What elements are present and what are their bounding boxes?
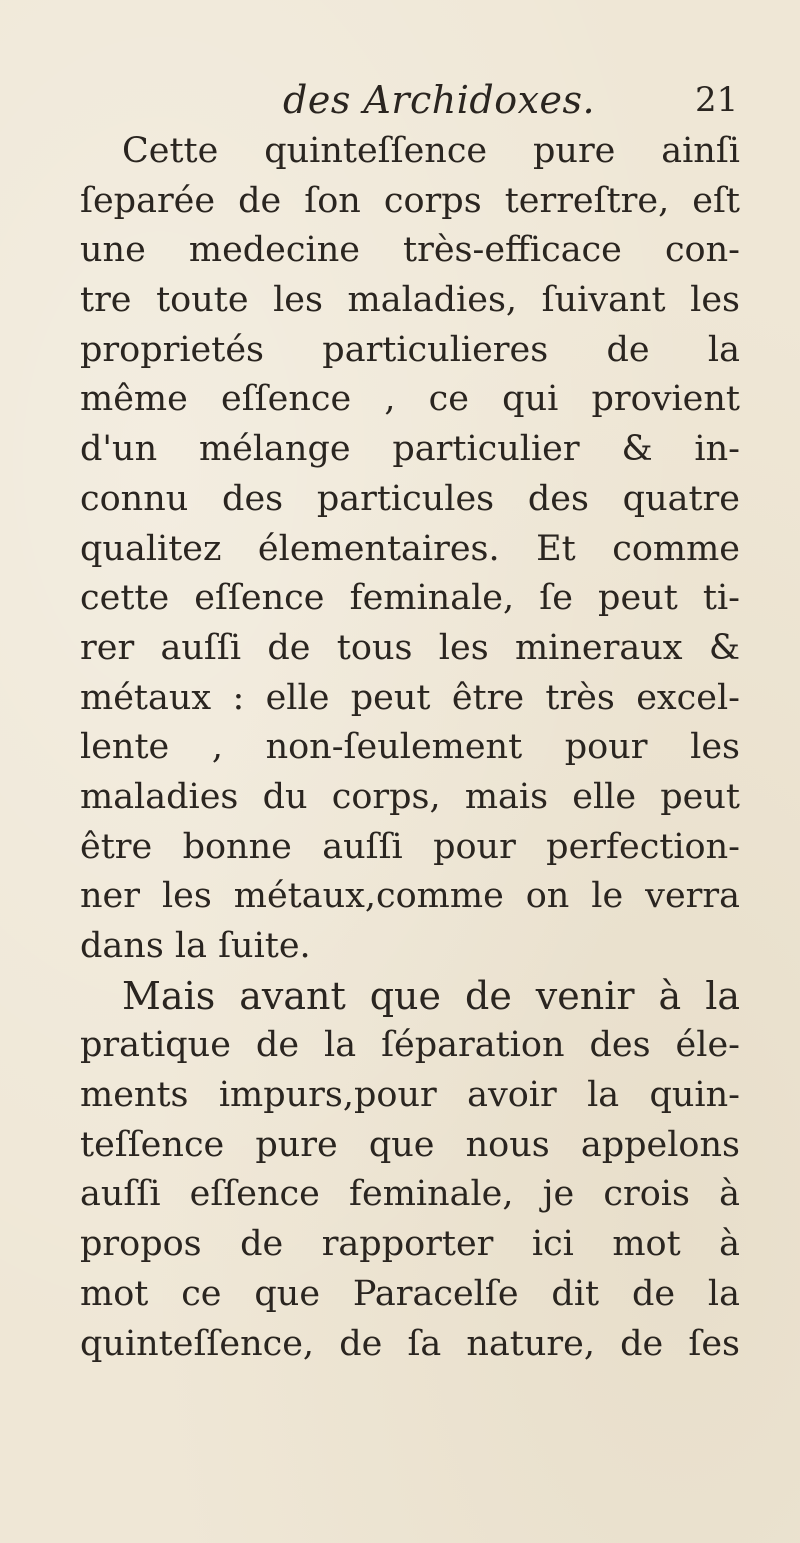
- text-line: cette eſſence feminale, ſe peut ti-: [80, 578, 740, 619]
- text-line: qualitez élementaires. Et comme: [80, 528, 740, 569]
- text-line: teſſence pure que nous appelons: [80, 1124, 740, 1165]
- text-line: connu des particules des quatre: [80, 478, 740, 519]
- text-line: même eſſence , ce qui provient: [80, 379, 740, 420]
- text-line: lente , non-ſeulement pour les: [80, 727, 740, 768]
- text-line: une medecine très-efficace con-: [80, 230, 740, 271]
- text-line: d'un mélange particulier & in-: [80, 429, 740, 470]
- text-line: quinteſſence, de ſa nature, de ſes: [80, 1323, 740, 1364]
- text-line: Mais avant que de venir à la: [122, 973, 740, 1018]
- text-line: auſſi eſſence feminale, je crois à: [80, 1174, 740, 1215]
- text-line: proprietés particulieres de la: [80, 329, 740, 370]
- text-line: ner les métaux,comme on le verra: [80, 876, 740, 917]
- text-line: rer auſſi de tous les mineraux &: [80, 627, 740, 668]
- text-line: mot ce que Paracelſe dit de la: [80, 1273, 740, 1314]
- page-number: 21: [695, 80, 739, 120]
- text-line: tre toute les maladies, ſuivant les: [80, 280, 740, 321]
- text-line: propos de rapporter ici mot à: [80, 1224, 740, 1265]
- text-line: ſeparée de ſon corps terreſtre, eſt: [80, 180, 740, 221]
- running-head: [0, 70, 800, 130]
- body-text: [80, 127, 740, 1369]
- text-line: dans la ſuite.: [80, 926, 311, 966]
- running-title: des Archidoxes.: [283, 78, 596, 122]
- text-line: pratique de la ſéparation des éle-: [80, 1025, 740, 1066]
- text-line: maladies du corps, mais elle peut: [80, 776, 740, 817]
- text-line: être bonne auſſi pour perfection-: [80, 826, 740, 867]
- text-line: Cette quinteſſence pure ainſi: [122, 131, 740, 171]
- text-line: métaux : elle peut être très excel-: [80, 677, 740, 718]
- text-line: ments impurs,pour avoir la quin-: [80, 1075, 740, 1116]
